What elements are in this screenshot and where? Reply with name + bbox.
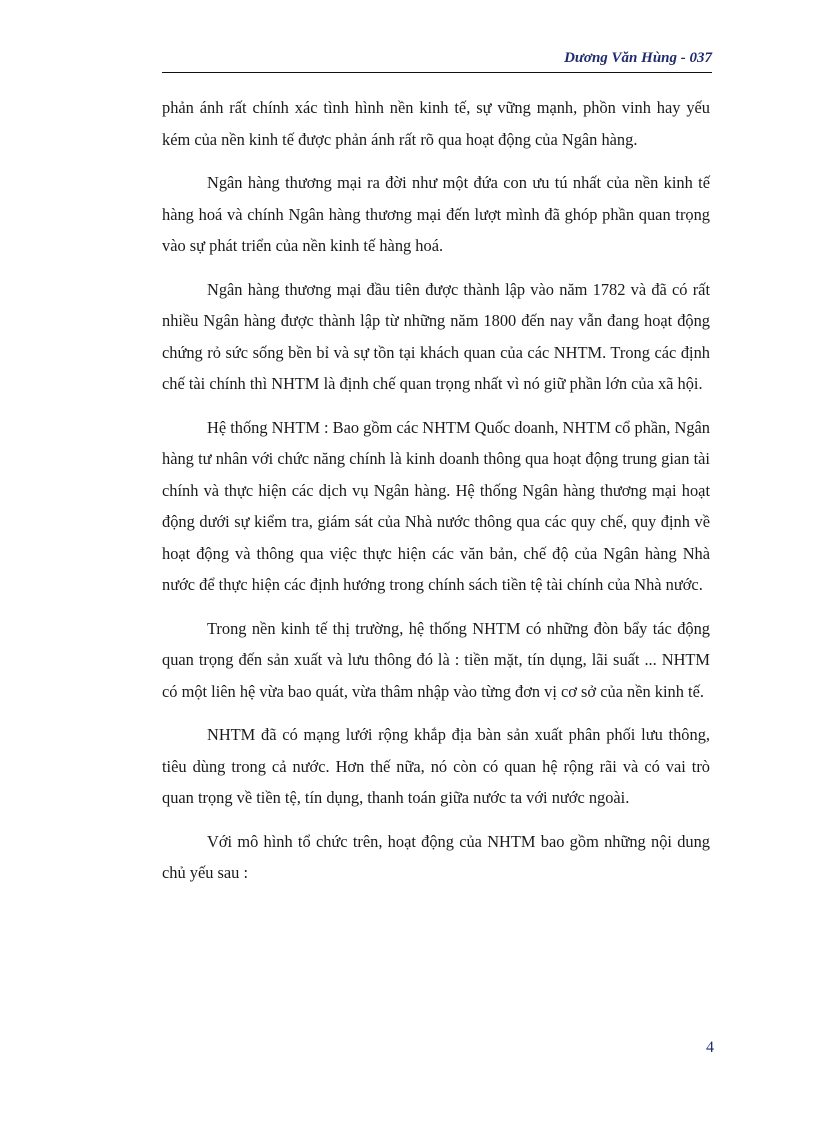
document-body xyxy=(162,92,710,901)
paragraph-continuation: phản ánh rất chính xác tình hình nền kinh tế, sự vững mạnh, phồn vinh hay yếu kém của nền kinh tế được phản ánh rất rõ qua hoạt động của Ngân hàng. xyxy=(162,98,710,149)
paragraph: Ngân hàng thương mại đầu tiên được thành lập vào năm 1782 và đã có rất nhiều Ngân hàng được thành lập từ những năm 1800 đến nay vẫn đang hoạt động chứng rỏ sức sống bền bỉ và sự tồn tại khách quan của các NHTM. Trong các định chế tài chính thì NHTM là định chế quan trọng nhất vì nó giữ phần lớn của xã hội. xyxy=(162,279,710,393)
running-header: Dương Văn Hùng - 037 xyxy=(564,50,712,66)
paragraph: Trong nền kinh tế thị trường, hệ thống NHTM có những đòn bẩy tác động quan trọng đến sản xuất và lưu thông đó là : tiền mặt, tín dụng, lãi suất ... NHTM có một liên hệ vừa bao quát, vừa thâm nhập vào từng đơn vị cơ sở của nền kinh tế. xyxy=(162,618,710,701)
paragraph: Ngân hàng thương mại ra đời như một đứa con ưu tú nhất của nền kinh tế hàng hoá và chính Ngân hàng thương mại đến lượt mình đã ghóp phần quan trọng vào sự phát triển của nền kinh tế hàng hoá. xyxy=(162,173,710,255)
paragraph: Hệ thống NHTM : Bao gồm các NHTM Quốc doanh, NHTM cổ phần, Ngân hàng tư nhân với chức năng chính là kinh doanh thông qua hoạt động trung gian tài chính và thực hiện các dịch vụ Ngân hàng. Hệ thống Ngân hàng thương mại hoạt động dưới sự kiểm tra, giám sát của Nhà nước thông qua các quy chế, quy định về hoạt động và thông qua việc thực hiện các văn bản, chế độ của Ngân hàng Nhà nước để thực hiện các định hướng trong chính sách tiền tệ tài chính của Nhà nước. xyxy=(162,417,711,594)
page-number: 4 xyxy=(706,1039,714,1056)
paragraph: NHTM đã có mạng lưới rộng khắp địa bàn sản xuất phân phối lưu thông, tiêu dùng trong cả nước. Hơn thế nữa, nó còn có quan hệ rộng rãi và có vai trò quan trọng về tiền tệ, tín dụng, thanh toán giữa nước ta với nước ngoài. xyxy=(162,725,710,807)
header-divider xyxy=(162,72,712,73)
paragraph: Với mô hình tổ chức trên, hoạt động của NHTM bao gồm những nội dung chủ yếu sau : xyxy=(162,831,710,882)
